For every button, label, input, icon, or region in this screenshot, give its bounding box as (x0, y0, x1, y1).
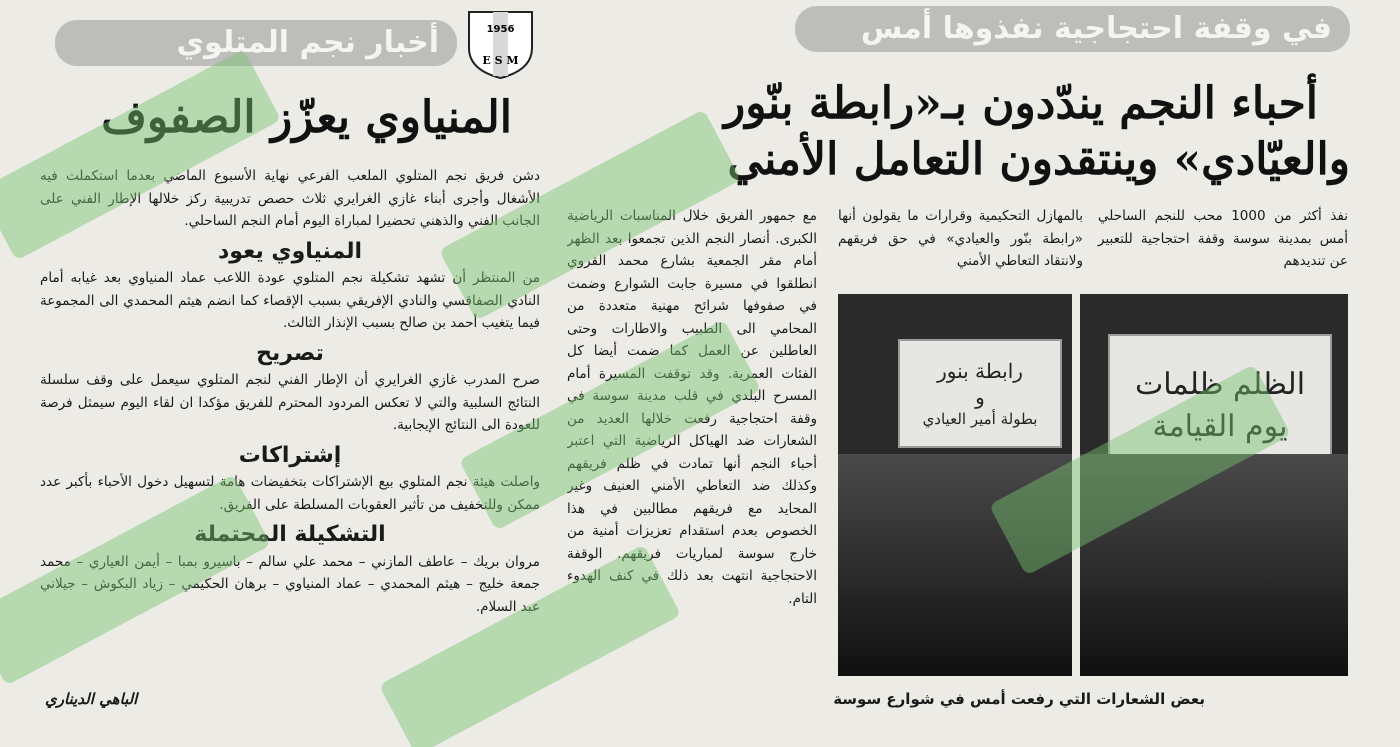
protest-sign-left: رابطة بنور و بطولة أمير العيادي (898, 339, 1062, 448)
section-text: مروان بريك – عاطف المازني – محمد علي سالم – باسيرو بمبا – أيمن العياري – محمد جمعة خليج – هيثم المحمدي – عماد المنياوي – برهان الحكيمي – زياد البكوش – جيلاني عبد السلام. (40, 553, 540, 615)
left-headline: المنياوي يعزّز الصفوف (101, 92, 512, 143)
right-headline-line2: والعيّادي» وينتقدون التعامل الأمني (727, 134, 1350, 185)
section-title: تصريح (256, 340, 324, 366)
section-title: التشكيلة المحتملة (194, 522, 386, 547)
protest-photo-left (838, 294, 1072, 676)
byline: الباهي الديناري (45, 690, 138, 708)
right-column-3: مع جمهور الفريق خلال المناسبات الرياضية الكبرى. أنصار النجم الذين تجمعوا بعد الظهر أمام مقر الجمعية بشارع محمد القروي انطلقوا في مسيرة جابت الشوارع وضمت في صفوفها شرائح مهنية متعددة من المحامي الى الطبيب والاطارات وحتى العاطلين عن العمل كما ضمت أيضا كل الفئات العمرية. وقد توقفت المسيرة أمام المسرح البلدي في قلب مدينة سوسة في وقفة احتجاجية رفعت خلالها العديد من الشعارات ضد الهياكل الرياضية التي اعتبر أحباء النجم أنها تمادت في ظلم فريقهم وكذلك ضد التعاطي الأمني العنيف وغير المحايد مع فريقهم مطالبين في هذا الخصوص بعدم استقدام تعزيزات أمنية من خارج سوسة لمباريات فريقهم. الوقفة الاحتجاجية انتهت بعد ذلك في كنف الهدوء التام. (567, 208, 817, 607)
section-title: المنياوي يعود (217, 238, 363, 264)
logo-year: 1956 (486, 24, 515, 35)
right-column-2: بالمهازل التحكيمية وقرارات ما يقولون أنها «رابطة بنّور والعيادي» في حق فريقهم ولانتقاد التعاطي الأمني (838, 208, 1083, 269)
right-column-1: نفذ أكثر من 1000 محب للنجم الساحلي أمس بمدينة سوسة وقفة احتجاجية للتعبير عن تنديدهم (1098, 208, 1348, 269)
section-text: من المنتظر أن تشهد تشكيلة نجم المتلوي عودة اللاعب عماد المنياوي بعد غيابه أمام النادي الصفاقسي والنادي الإفريقي بسبب الإقصاء كما انضم هيثم المحمدي الى المجموعة فيما يتغيب أحمد بن صالح بسبب الإنذار الثالث. (40, 270, 540, 331)
photo-caption: بعض الشعارات التي رفعت أمس في شوارع سوسة (833, 690, 1205, 708)
logo-letters: E S M (482, 54, 519, 67)
protest-sign-right: الظلم ظلمات يوم القيامة (1108, 334, 1332, 478)
section-title: إشتراكات (238, 442, 342, 468)
left-article-body (40, 165, 540, 618)
left-kicker: أخبار نجم المتلوي (55, 20, 457, 66)
section-text: صرح المدرب غازي الغرايري أن الإطار الفني لنجم المتلوي سيعمل على وقف سلسلة النتائج السلبية والتي لا تعكس المردود المحترم للفريق مؤكدا ان لقاء اليوم سيمثل فرصة للعودة الى النتائج الإيجابية. (40, 372, 540, 433)
section-text: واصلت هيئة نجم المتلوي بيع الإشتراكات بتخفيضات هامة لتسهيل دخول الأحباء بأكبر عدد ممكن وللتخفيف من تأثير العقوبات المسلطة على الفريق. (40, 474, 540, 513)
left-intro: دشن فريق نجم المتلوي الملعب الفرعي نهاية الأسبوع الماضي بعدما استكملت فيه الأشغال وأجرى أبناء غازي الغرايري ثلاث حصص تدريبية ركز خلالها الإطار الفني على الجانب الفني والذهني تحضيرا لمباراة اليوم أمام النجم الساحلي. (40, 168, 540, 229)
protest-photo-right (1080, 294, 1348, 676)
right-kicker: في وقفة احتجاجية نفذوها أمس (795, 6, 1350, 52)
right-headline-line1: أحباء النجم يندّدون بـ«رابطة بنّور (724, 78, 1318, 129)
esm-logo (463, 8, 538, 80)
